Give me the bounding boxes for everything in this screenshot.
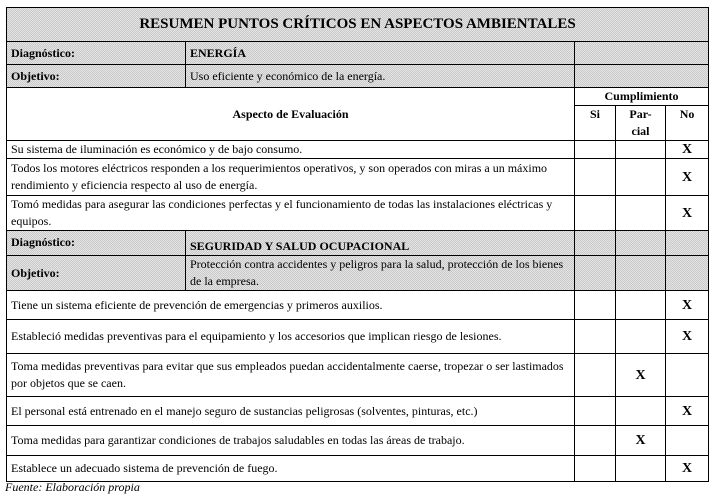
mark-si — [575, 159, 616, 196]
col-parcial-line1: Par- — [629, 107, 652, 121]
compliance-header: Cumplimiento — [575, 88, 709, 106]
mark-no: X — [666, 397, 709, 426]
mark-parcial: X — [616, 426, 666, 456]
mark-parcial: X — [616, 354, 666, 397]
aspect-text: Establece un adecuado sistema de prevención de fuego. — [7, 456, 575, 482]
table-row — [7, 426, 709, 456]
diagnostic-value: SEGURIDAD Y SALUD OCUPACIONAL — [186, 231, 575, 256]
mark-no: X — [666, 196, 709, 231]
aspect-text: Tiene un sistema eficiente de prevención de emergencias y primeros auxilios. — [7, 291, 575, 320]
mark-si — [575, 291, 616, 320]
table-row — [7, 291, 709, 320]
mark-no: X — [666, 456, 709, 482]
objective-blank-si — [575, 256, 616, 291]
table-row — [7, 320, 709, 354]
mark-parcial — [616, 320, 666, 354]
mark-no: X — [666, 320, 709, 354]
critical-points-table — [6, 7, 709, 482]
col-parcial-header — [616, 106, 666, 141]
diagnostic-label: Diagnóstico: — [7, 231, 186, 256]
mark-no — [666, 426, 709, 456]
table-title: RESUMEN PUNTOS CRÍTICOS EN ASPECTOS AMBIENTALES — [7, 8, 709, 42]
diagnostic-value: ENERGÍA — [186, 42, 575, 65]
mark-parcial — [616, 456, 666, 482]
mark-parcial — [616, 159, 666, 196]
mark-si — [575, 354, 616, 397]
diagnostic-label: Diagnóstico: — [7, 42, 186, 65]
diagnostic-blank-parcial — [616, 231, 666, 256]
objective-blank-parcial — [616, 256, 666, 291]
mark-parcial — [616, 141, 666, 159]
aspect-header: Aspecto de Evaluación — [7, 88, 575, 141]
objective-value: Protección contra accidentes y peligros para la salud, protección de los bienes de la empresa. — [186, 256, 575, 291]
col-si-header: Si — [575, 106, 616, 141]
mark-no: X — [666, 159, 709, 196]
objective-value: Uso eficiente y económico de la energía. — [186, 65, 575, 88]
mark-si — [575, 456, 616, 482]
table-row — [7, 354, 709, 397]
diagnostic-blank-no — [666, 231, 709, 256]
table-row — [7, 159, 709, 196]
objective-blank-no — [666, 256, 709, 291]
mark-parcial — [616, 397, 666, 426]
table-row — [7, 456, 709, 482]
mark-no: X — [666, 291, 709, 320]
mark-parcial — [616, 291, 666, 320]
aspect-text: Toma medidas para garantizar condiciones de trabajos saludables en todas las áreas de trabajo. — [7, 426, 575, 456]
source-caption: Fuente: Elaboración propia — [5, 480, 140, 494]
mark-si — [575, 141, 616, 159]
table-row — [7, 141, 709, 159]
diagnostic-blank — [575, 42, 709, 65]
mark-no — [666, 354, 709, 397]
aspect-text: Tomó medidas para asegurar las condiciones perfectas y el funcionamiento de todas las instalaciones eléctricas y equipos. — [7, 196, 575, 231]
aspect-text: Estableció medidas preventivas para el equipamiento y los accesorios que implican riesgo de lesiones. — [7, 320, 575, 354]
col-no-header: No — [666, 106, 709, 141]
mark-si — [575, 320, 616, 354]
mark-no: X — [666, 141, 709, 159]
diagnostic-blank-si — [575, 231, 616, 256]
mark-si — [575, 196, 616, 231]
objective-label: Objetivo: — [7, 65, 186, 88]
mark-si — [575, 397, 616, 426]
table-row — [7, 397, 709, 426]
aspect-text: Toma medidas preventivas para evitar que sus empleados puedan accidentalmente caerse, tropezar o ser lastimados por objetos que se caen. — [7, 354, 575, 397]
mark-si — [575, 426, 616, 456]
mark-parcial — [616, 196, 666, 231]
col-parcial-line2: cial — [631, 124, 650, 138]
aspect-text: Su sistema de iluminación es económico y de bajo consumo. — [7, 141, 575, 159]
aspect-text: El personal está entrenado en el manejo seguro de sustancias peligrosas (solventes, pinturas, etc.) — [7, 397, 575, 426]
objective-label: Objetivo: — [7, 256, 186, 291]
aspect-text: Todos los motores eléctricos responden a los requerimientos operativos, y son operados con miras a un máximo rendimiento y eficiencia respecto al uso de energía. — [7, 159, 575, 196]
objective-blank — [575, 65, 709, 88]
table-row — [7, 196, 709, 231]
